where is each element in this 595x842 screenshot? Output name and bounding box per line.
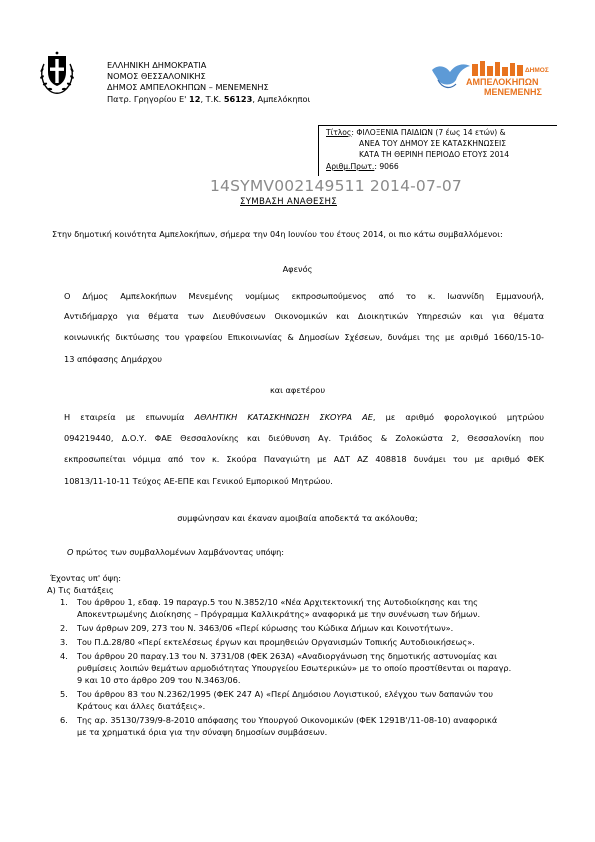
- logo-text-line1: ΑΜΠΕΛΟΚΗΠΩΝ: [466, 77, 539, 87]
- intro-text: Στην δημοτική κοινότητα Αμπελοκήπων, σήμερα την 04η Ιουνίου του έτους 2014, οι πιο κάτω συμβαλλόμενοι:: [52, 229, 503, 239]
- party2-line2: 094219440, Δ.Ο.Υ. ΦΑΕ Θεσσαλονίκης και διεύθυνση Αγ. Τριάδος & Ζολοκώστα 2, Θεσσαλονίκη που: [64, 433, 544, 443]
- header-prefecture: ΝΟΜΟΣ ΘΕΣΣΑΛΟΝΙΚΗΣ: [107, 71, 206, 81]
- header-municipality: ΔΗΜΟΣ ΑΜΠΕΛΟΚΗΠΩΝ – ΜΕΝΕΜΕΝΗΣ: [107, 82, 269, 92]
- having-seen: Έχοντας υπ' όψη:: [50, 573, 122, 583]
- provision-3-num: 3.: [60, 637, 68, 647]
- ada-watermark: 14SYMV002149511 2014-07-07: [210, 177, 462, 195]
- provision-6-num: 6.: [60, 715, 68, 725]
- title-line-2: ΑΝΕΑ ΤΟΥ ΔΗΜΟΥ ΣΕ ΚΑΤΑΣΚΗΝΩΣΕΙΣ: [359, 139, 507, 148]
- provision-6-line1: Της αρ. 35130/739/9-8-2010 απόφασης του Υπουργού Οικονομικών (ΦΕΚ 1291Β'/11-08-10) αναφορικά: [77, 715, 498, 725]
- title-box: [318, 125, 557, 176]
- provision-6-line2: με τα χρηματικά όρια για την σύναψη δημοσίων συμβάσεων.: [77, 727, 328, 737]
- first-party-text: Ο πρώτος των συμβαλλομένων λαμβάνοντας υπόψη:: [67, 547, 285, 557]
- party1-line3: κοινωνικής δικτύωσης του γραφείου Επικοινωνίας & Δημοσίων Σχέσεων, δυνάμει της με αριθμό 1660/15-10-: [64, 332, 544, 342]
- header-country: ΕΛΛΗΝΙΚΗ ΔΗΜΟΚΡΑΤΙΑ: [107, 60, 207, 70]
- provision-2-line1: Των άρθρων 209, 273 του Ν. 3463/06 «Περί κύρωσης του Κώδικα Δήμων και Κοινοτήτων».: [77, 623, 454, 633]
- party1-line2: Αντιδήμαρχο για θέματα των Διευθύνσεων Οικονομικών και Διοικητικών Υπηρεσιών και για θέματα: [64, 311, 544, 321]
- protocol-number: Αριθμ.Πρωτ.: 9066: [326, 162, 399, 171]
- party1-line1: Ο Δήμος Αμπελοκήπων Μενεμένης νομίμως εκπροσωπούμενος από το κ. Ιωαννίδη Εμμανουήλ,: [64, 291, 544, 301]
- provision-4-line1: Του άρθρου 20 παραγ.13 του Ν. 3731/08 (ΦΕΚ 263Α) «Αναδιοργάνωση της δημοτικής αστυνομίας και: [77, 651, 497, 661]
- kai-aferou-heading: και αφετέρου: [269, 385, 326, 395]
- provision-2-num: 2.: [60, 623, 68, 633]
- provision-4-line2: ρυθμίσεις λοιπών θεμάτων αρμοδιότητας Υπουργείου Εσωτερικών» με το οποίο προστίθενται οι παραγρ.: [77, 663, 512, 673]
- provision-5-line2: Κράτους και άλλες διατάξεις».: [77, 701, 206, 711]
- party2-line1: Η εταιρεία με επωνυμία ΑΘΛΗΤΙΚΗ ΚΑΤΑΣΚΗΝΩΣΗ ΣΚΟΥΡΑ ΑΕ, με αριθμό φορολογικού μητρώου: [64, 412, 544, 422]
- aferenos-heading: Αφενός: [282, 264, 313, 274]
- provision-1-num: 1.: [60, 597, 68, 607]
- party1-line4: 13 απόφασης Δημάρχου: [64, 354, 163, 364]
- provision-5-line1: Του άρθρου 83 του Ν.2362/1995 (ΦΕΚ 247 Α) «Περί Δημόσιου Λογιστικού, ελέγχου των δαπανών του: [77, 689, 493, 699]
- logo-top-text: ΔΗΜΟΣ: [525, 67, 549, 74]
- contract-title: ΣΥΜΒΑΣΗ ΑΝΑΘΕΣΗΣ: [240, 197, 337, 207]
- provisions-heading: Α) Τις διατάξεις: [47, 585, 114, 595]
- provision-3-line1: Του Π.Δ.28/80 «Περί εκτελέσεως έργων και προμηθειών Οργανισμών Τοπικής Αυτοδιοικήσεως».: [77, 637, 475, 647]
- header-address: Πατρ. Γρηγορίου Ε' 12, Τ.Κ. 56123, Αμπελόκηποι: [107, 94, 311, 104]
- party2-line4: 10813/11-10-11 Τεύχος ΑΕ-ΕΠΕ και Γενικού Εμπορικού Μητρώου.: [64, 476, 333, 486]
- greek-emblem-icon: [36, 50, 78, 96]
- title-line-1: Τίτλος: ΦΙΛΟΞΕΝΙΑ ΠΑΙΔΙΩΝ (7 έως 14 ετών) &: [326, 128, 506, 137]
- provision-1-line1: Του άρθρου 1, εδαφ. 19 παραγρ.5 του Ν.3852/10 «Νέα Αρχιτεκτονική της Αυτοδιοίκησης και της: [77, 597, 478, 607]
- title-line-3: ΚΑΤΑ ΤΗ ΘΕΡΙΝΗ ΠΕΡΙΟΔΟ ΕΤΟΥΣ 2014: [359, 150, 510, 159]
- agreed-text: συμφώνησαν και έκαναν αμοιβαία αποδεκτά τα ακόλουθα;: [177, 513, 418, 523]
- provision-4-line3: 9 και 10 στο άρθρο 209 του Ν.3463/06.: [77, 675, 241, 685]
- party2-line3: εκπροσωπείται νόμιμα από τον κ. Σκούρα Παναγιώτη με ΑΔΤ ΑΖ 408818 δυνάμει του με αριθμό ΦΕΚ: [64, 454, 544, 464]
- provision-5-num: 5.: [60, 689, 68, 699]
- provision-1-line2: Αποκεντρωμένης Διοίκησης – Πρόγραμμα Καλλικράτης» αναφορικά με την συνένωση των δήμων.: [77, 609, 481, 619]
- provision-4-num: 4.: [60, 651, 68, 661]
- logo-text-line2: ΜΕΝΕΜΕΝΗΣ: [484, 87, 542, 97]
